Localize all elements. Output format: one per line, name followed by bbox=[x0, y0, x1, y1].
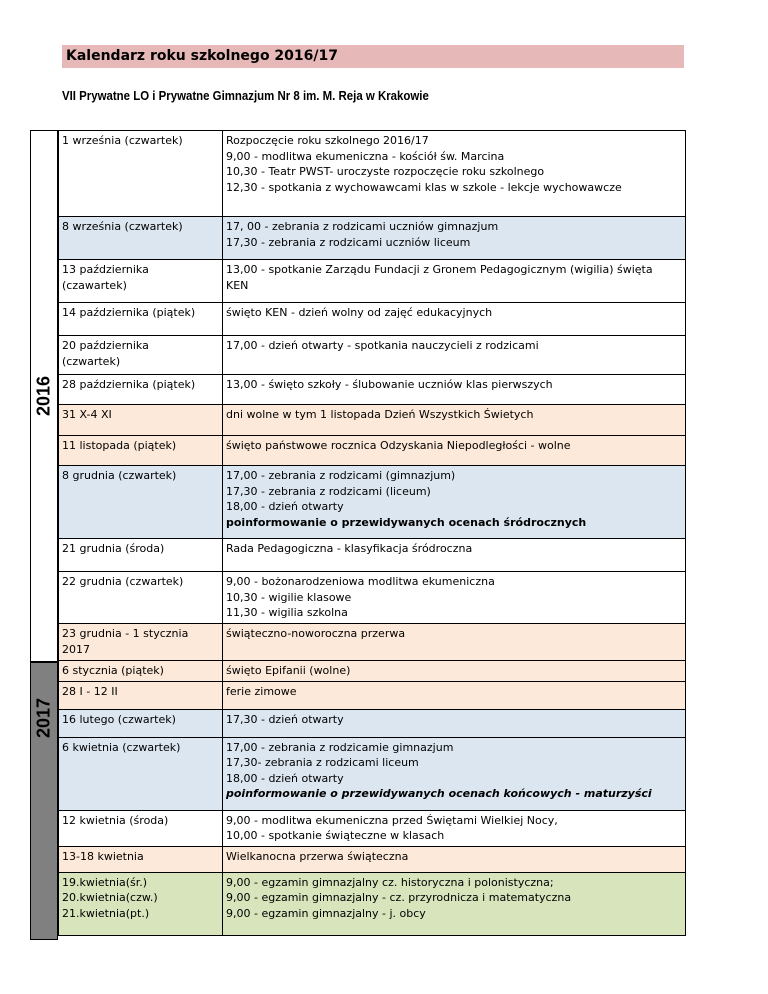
event-date: 11 listopada (piątek) bbox=[59, 436, 223, 466]
event-date: 20 października (czwartek) bbox=[59, 336, 223, 375]
event-date: 1 września (czwartek) bbox=[59, 131, 223, 217]
event-description: Rozpoczęcie roku szkolnego 2016/17 9,00 - modlitwa ekumeniczna - kościół św. Marcina 10,30 - Teatr PWST- uroczyste rozpoczęcie roku szkolnego 12,30 - spotkania z wychowawcami klas w szkole - lekcje wychowawcze bbox=[223, 131, 686, 217]
calendar-table bbox=[58, 130, 686, 936]
year-2016-column bbox=[30, 130, 58, 662]
event-description: Rada Pedagogiczna - klasyfikacja śródroczna bbox=[223, 539, 686, 572]
table-row bbox=[59, 131, 686, 217]
event-date: 28 I - 12 II bbox=[59, 681, 223, 709]
event-date: 13 października (czawartek) bbox=[59, 260, 223, 303]
event-date: 23 grudnia - 1 stycznia 2017 bbox=[59, 624, 223, 661]
event-date: 28 października (piątek) bbox=[59, 375, 223, 405]
table-row bbox=[59, 624, 686, 661]
table-row bbox=[59, 436, 686, 466]
event-date: 6 stycznia (piątek) bbox=[59, 661, 223, 682]
event-description: 9,00 - egzamin gimnazjalny cz. historyczna i polonistyczna; 9,00 - egzamin gimnazjalny - cz. przyrodnicza i matematyczna 9,00 - egzamin gimnazjalny - j. obcy bbox=[223, 872, 686, 935]
event-description: święto KEN - dzień wolny od zajęć edukacyjnych bbox=[223, 303, 686, 336]
table-row bbox=[59, 466, 686, 539]
table-row bbox=[59, 260, 686, 303]
table-row bbox=[59, 375, 686, 405]
event-description: 17,30 - dzień otwarty bbox=[223, 709, 686, 737]
event-description: 17,00 - zebrania z rodzicami (gimnazjum) 17,30 - zebrania z rodzicami (liceum) 18,00 - dzień otwarty poinformowanie o przewidywanych ocenach śródrocznych bbox=[223, 466, 686, 539]
year-2017-column bbox=[30, 662, 58, 940]
event-description: święto państwowe rocznica Odzyskania Niepodległości - wolne bbox=[223, 436, 686, 466]
table-row bbox=[59, 681, 686, 709]
event-description: dni wolne w tym 1 listopada Dzień Wszystkich Świetych bbox=[223, 405, 686, 436]
table-row bbox=[59, 737, 686, 810]
year-2017-label: 2017 bbox=[33, 697, 54, 739]
table-row bbox=[59, 709, 686, 737]
year-2016-label: 2016 bbox=[33, 375, 54, 417]
table-row bbox=[59, 217, 686, 260]
event-date: 22 grudnia (czwartek) bbox=[59, 572, 223, 624]
table-row bbox=[59, 661, 686, 682]
event-description: 13,00 - święto szkoły - ślubowanie uczniów klas pierwszych bbox=[223, 375, 686, 405]
event-description: 9,00 - modlitwa ekumeniczna przed Świętami Wielkiej Nocy, 10,00 - spotkanie świąteczne w klasach bbox=[223, 810, 686, 846]
table-row bbox=[59, 303, 686, 336]
event-description: święto Epifanii (wolne) bbox=[223, 661, 686, 682]
table-row bbox=[59, 336, 686, 375]
event-date: 6 kwietnia (czwartek) bbox=[59, 737, 223, 810]
event-date: 21 grudnia (środa) bbox=[59, 539, 223, 572]
table-row bbox=[59, 846, 686, 872]
event-date: 31 X-4 XI bbox=[59, 405, 223, 436]
event-description: 17,00 - zebrania z rodzicamie gimnazjum 17,30- zebrania z rodzicami liceum 18,00 - dzień otwarty poinformowanie o przewidywanych ocenach końcowych - maturzyści bbox=[223, 737, 686, 810]
event-description: 13,00 - spotkanie Zarządu Fundacji z Gronem Pedagogicznym (wigilia) święta KEN bbox=[223, 260, 686, 303]
event-date: 8 grudnia (czwartek) bbox=[59, 466, 223, 539]
event-description: ferie zimowe bbox=[223, 681, 686, 709]
table-row bbox=[59, 572, 686, 624]
event-date: 13-18 kwietnia bbox=[59, 846, 223, 872]
event-description: 9,00 - bożonarodzeniowa modlitwa ekumeniczna 10,30 - wigilie klasowe 11,30 - wigilia szkolna bbox=[223, 572, 686, 624]
table-row bbox=[59, 810, 686, 846]
page-title: Kalendarz roku szkolnego 2016/17 bbox=[62, 45, 684, 68]
table-row bbox=[59, 539, 686, 572]
school-subtitle: VII Prywatne LO i Prywatne Gimnazjum Nr 8 im. M. Reja w Krakowie bbox=[62, 88, 429, 103]
event-date: 19.kwietnia(śr.) 20.kwietnia(czw.) 21.kwietnia(pt.) bbox=[59, 872, 223, 935]
event-date: 14 października (piątek) bbox=[59, 303, 223, 336]
event-description: świąteczno-noworoczna przerwa bbox=[223, 624, 686, 661]
event-description: Wielkanocna przerwa świąteczna bbox=[223, 846, 686, 872]
event-description: 17,00 - dzień otwarty - spotkania nauczycieli z rodzicami bbox=[223, 336, 686, 375]
event-date: 12 kwietnia (środa) bbox=[59, 810, 223, 846]
table-row bbox=[59, 872, 686, 935]
event-date: 8 września (czwartek) bbox=[59, 217, 223, 260]
table-row bbox=[59, 405, 686, 436]
event-description: 17, 00 - zebrania z rodzicami uczniów gimnazjum 17,30 - zebrania z rodzicami uczniów liceum bbox=[223, 217, 686, 260]
event-date: 16 lutego (czwartek) bbox=[59, 709, 223, 737]
